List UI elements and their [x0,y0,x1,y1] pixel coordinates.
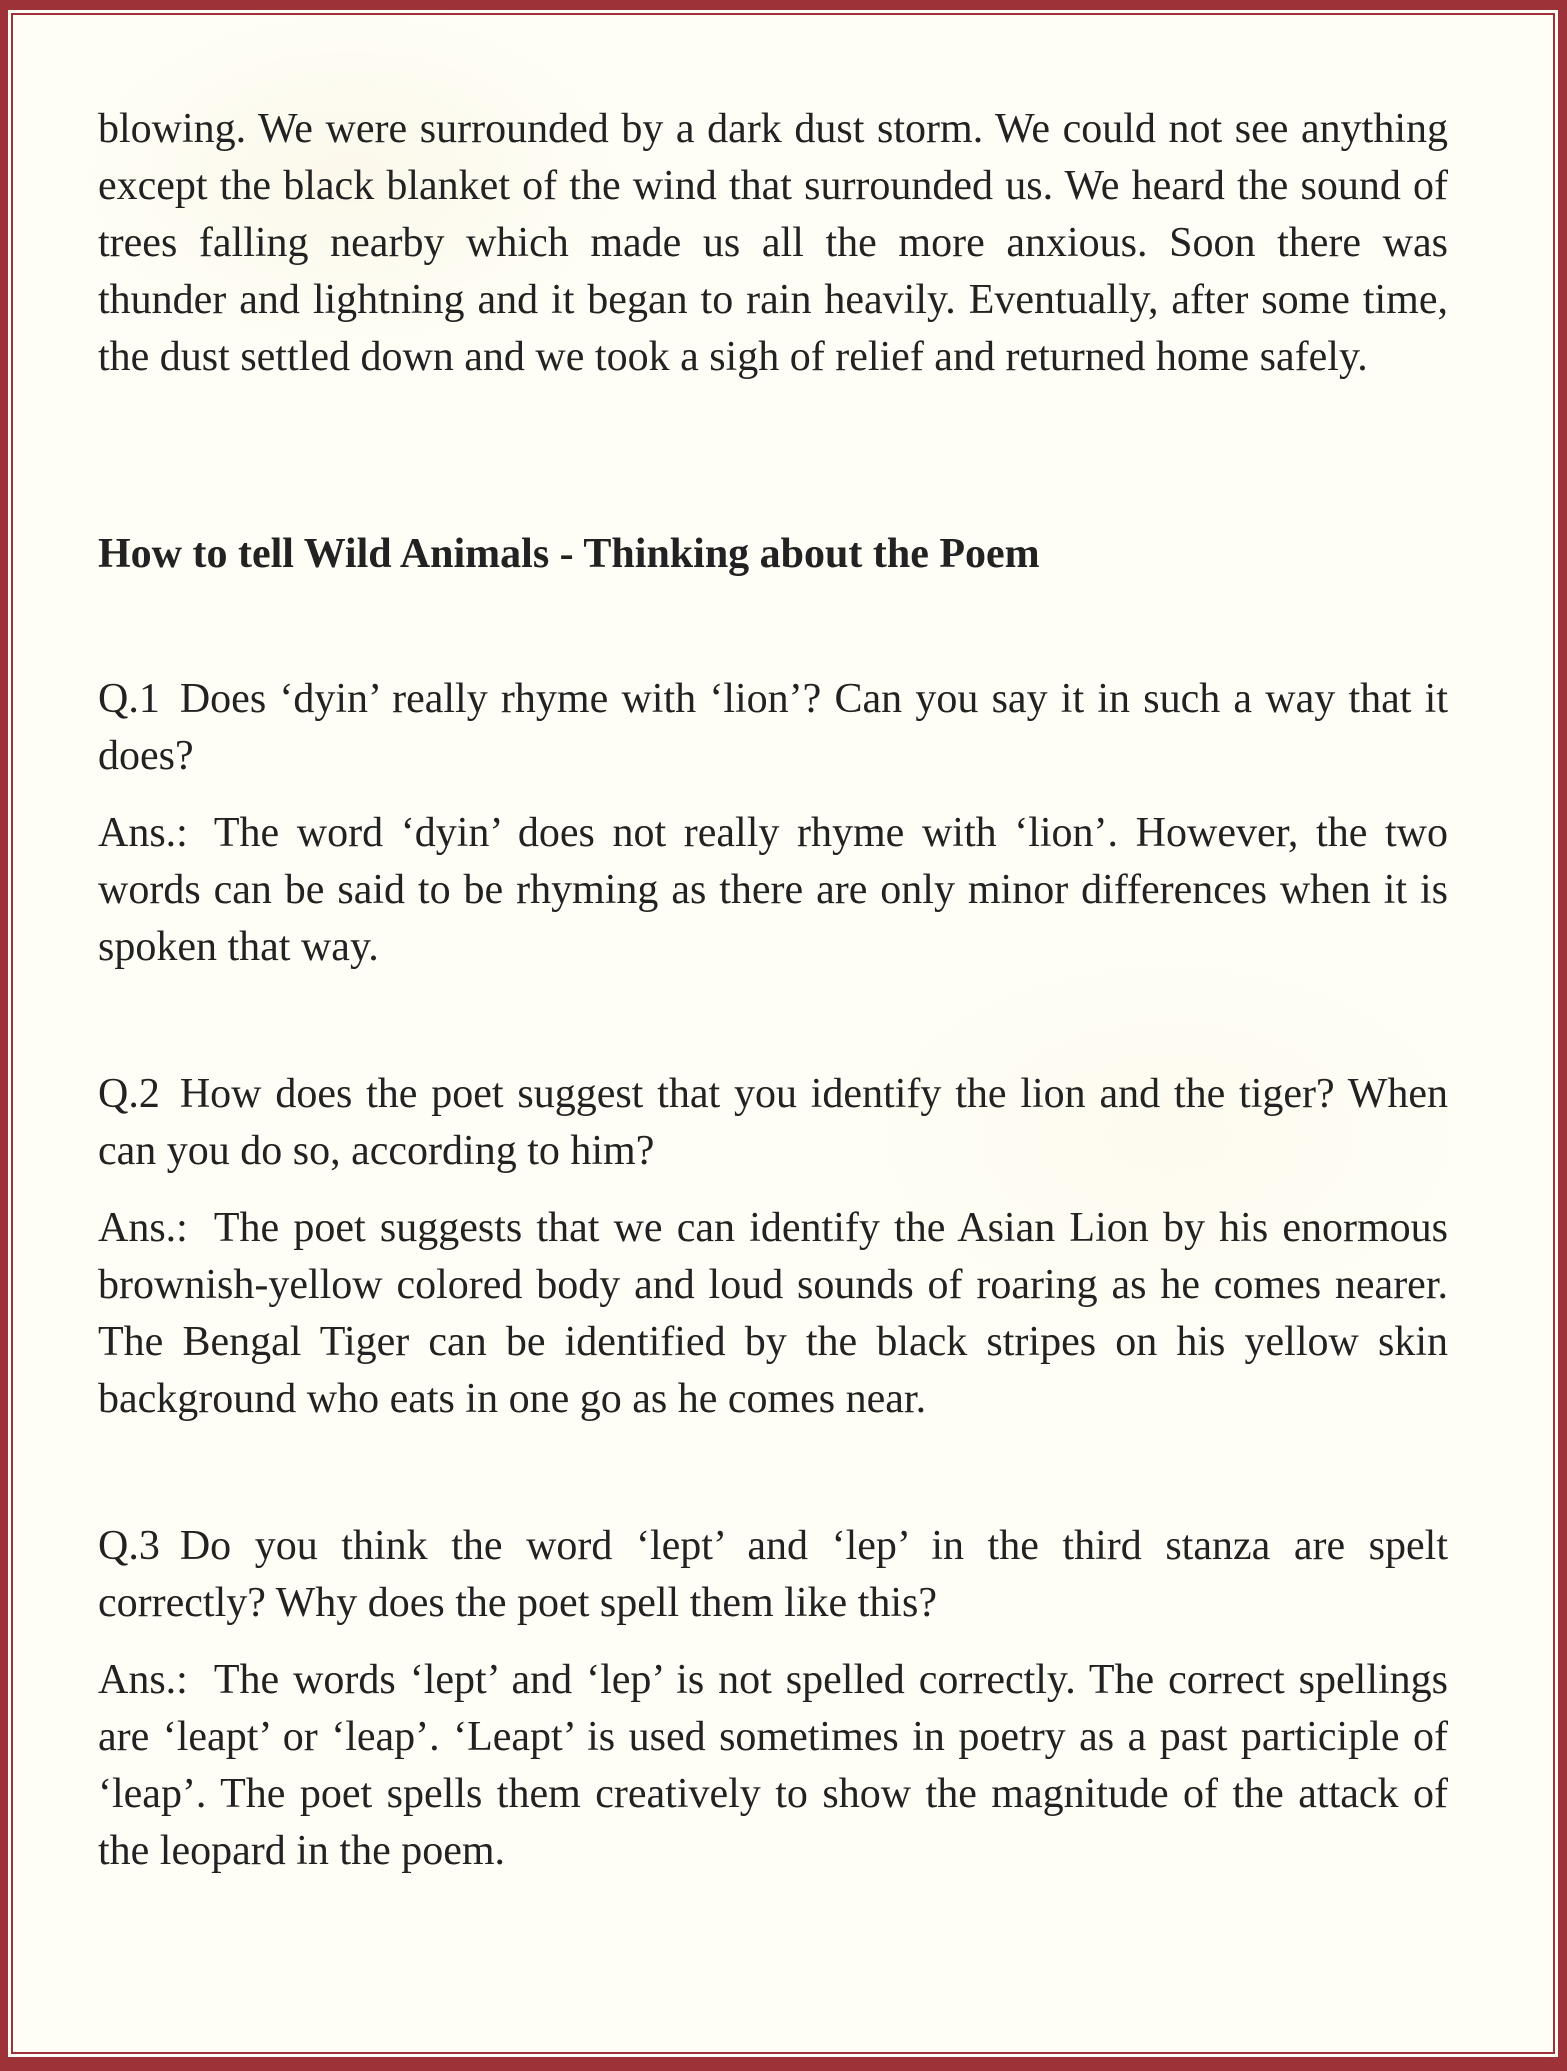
qa-block-1 [98,671,1448,976]
question-1-text: Does ‘dyin’ really rhyme with ‘lion’? Can you say it in such a way that it does? [98,676,1448,779]
answer-1 [98,805,1448,976]
question-2 [98,1066,1448,1180]
question-1 [98,671,1448,785]
answer-1-label: Ans.: [98,810,188,856]
answer-1-text: The word ‘dyin’ does not really rhyme with ‘lion’. However, the two words can be said to be rhyming as there are only minor differences when it is spoken that way. [98,810,1448,970]
question-3-text: Do you think the word ‘lept’ and ‘lep’ in the third stanza are spelt correctly? Why does the poet spell them like this? [98,1523,1448,1626]
answer-2-label: Ans.: [98,1205,188,1251]
question-3 [98,1518,1448,1632]
page-border-mat [8,10,1558,2057]
answer-2-text: The poet suggests that we can identify the Asian Lion by his enormous brownish-yellow colored body and loud sounds of roaring as he comes nearer. The Bengal Tiger can be identified by the black stripes on his yellow skin background who eats in one go as he comes near. [98,1205,1448,1422]
answer-3-label: Ans.: [98,1657,188,1703]
section-heading: How to tell Wild Animals - Thinking about the Poem [98,531,1040,577]
intro-paragraph: blowing. We were surrounded by a dark dust storm. We could not see anything except the black blanket of the wind that surrounded us. We heard the sound of trees falling nearby which made us all the more anxious. Soon there was thunder and lightning and it began to rain heavily. Eventually, after some time, the dust settled down and we took a sigh of relief and returned home safely. [98,106,1448,380]
question-2-text: How does the poet suggest that you identify the lion and the tiger? When can you do so, according to him? [98,1071,1448,1174]
answer-2 [98,1200,1448,1428]
document-body [98,101,1448,1880]
qa-block-2 [98,1066,1448,1428]
answer-3-text: The words ‘lept’ and ‘lep’ is not spelled correctly. The correct spellings are ‘leapt’ or ‘leap’. ‘Leapt’ is used sometimes in poetry as a past participle of ‘leap’. The poet spells them creatively to show the magnitude of the attack of the leopard in the poem. [98,1657,1448,1874]
question-1-label: Q.1 [98,676,160,722]
question-3-label: Q.3 [98,1523,160,1569]
page-sheet [11,13,1555,2054]
qa-block-3 [98,1518,1448,1880]
question-2-label: Q.2 [98,1071,160,1117]
answer-3 [98,1652,1448,1880]
